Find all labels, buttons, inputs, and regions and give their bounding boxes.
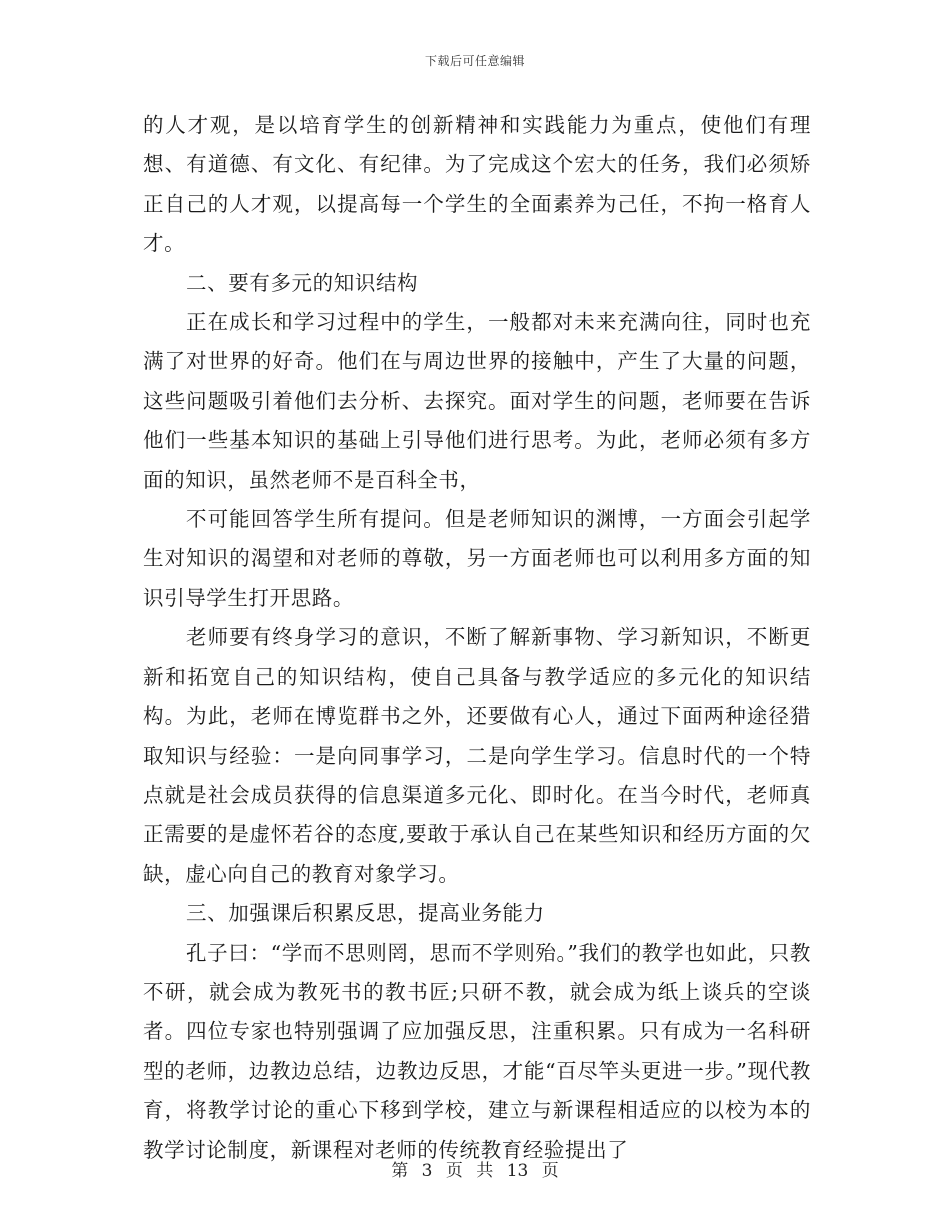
section-heading-2: 二、要有多元的知识结构 bbox=[186, 270, 419, 295]
paragraph-4: 不可能回答学生所有提问。但是老师知识的渊博，一方面会引起学生对知识的渴望和对老师的尊敬，另一方面老师也可以利用多方面的知识引导学生打开思路。 bbox=[143, 507, 811, 610]
paragraph-3: 正在成长和学习过程中的学生，一般都对未来充满向往，同时也充满了对世界的好奇。他们在与周边世界的接触中，产生了大量的问题，这些问题吸引着他们去分析、去探究。面对学生的问题，老师要在告诉他们一些基本知识的基础上引导他们进行思考。为此，老师必须有多方面的知识，虽然老师不是百科全书， bbox=[143, 310, 811, 492]
paragraph-7: 孔子曰：“学而不思则罔，思而不学则殆。”我们的教学也如此，只教不研，就会成为教死书的教书匠;只研不教，就会成为纸上谈兵的空谈者。四位专家也特别强调了应加强反思，注重积累。只有成为一名科研型的老师，边教边总结，边教边反思，才能“百尽竿头更进一步。”现代教育，将教学讨论的重心下移到学校，建立与新课程相适应的以校为本的教学讨论制度，新课程对老师的传统教育经验提出了 bbox=[143, 940, 811, 1162]
paragraph-5: 老师要有终身学习的意识，不断了解新事物、学习新知识，不断更新和拓宽自己的知识结构，使自己具备与教学适应的多元化的知识结构。为此，老师在博览群书之外，还要做有心人，通过下面两种途径猎取知识与经验：一是向同事学习，二是向学生学习。信息时代的一个特点就是社会成员获得的信息渠道多元化、即时化。在当今时代，老师真正需要的是虚怀若谷的态度,要敢于承认自己在某些知识和经历方面的欠缺，虚心向自己的教育对象学习。 bbox=[143, 625, 811, 886]
paragraph-1: 的人才观，是以培育学生的创新精神和实践能力为重点，使他们有理想、有道德、有文化、有纪律。为了完成这个宏大的任务，我们必须矫正自己的人才观，以提高每一个学生的全面素养为己任，不拘一格育人才。 bbox=[143, 113, 811, 256]
page-footer: 第 3 页 共 13 页 bbox=[391, 1161, 559, 1181]
document-body bbox=[143, 106, 811, 1170]
section-heading-3: 三、加强课后积累反思，提高业务能力 bbox=[186, 901, 545, 926]
page-header: 下载后可任意编辑 bbox=[424, 54, 525, 68]
